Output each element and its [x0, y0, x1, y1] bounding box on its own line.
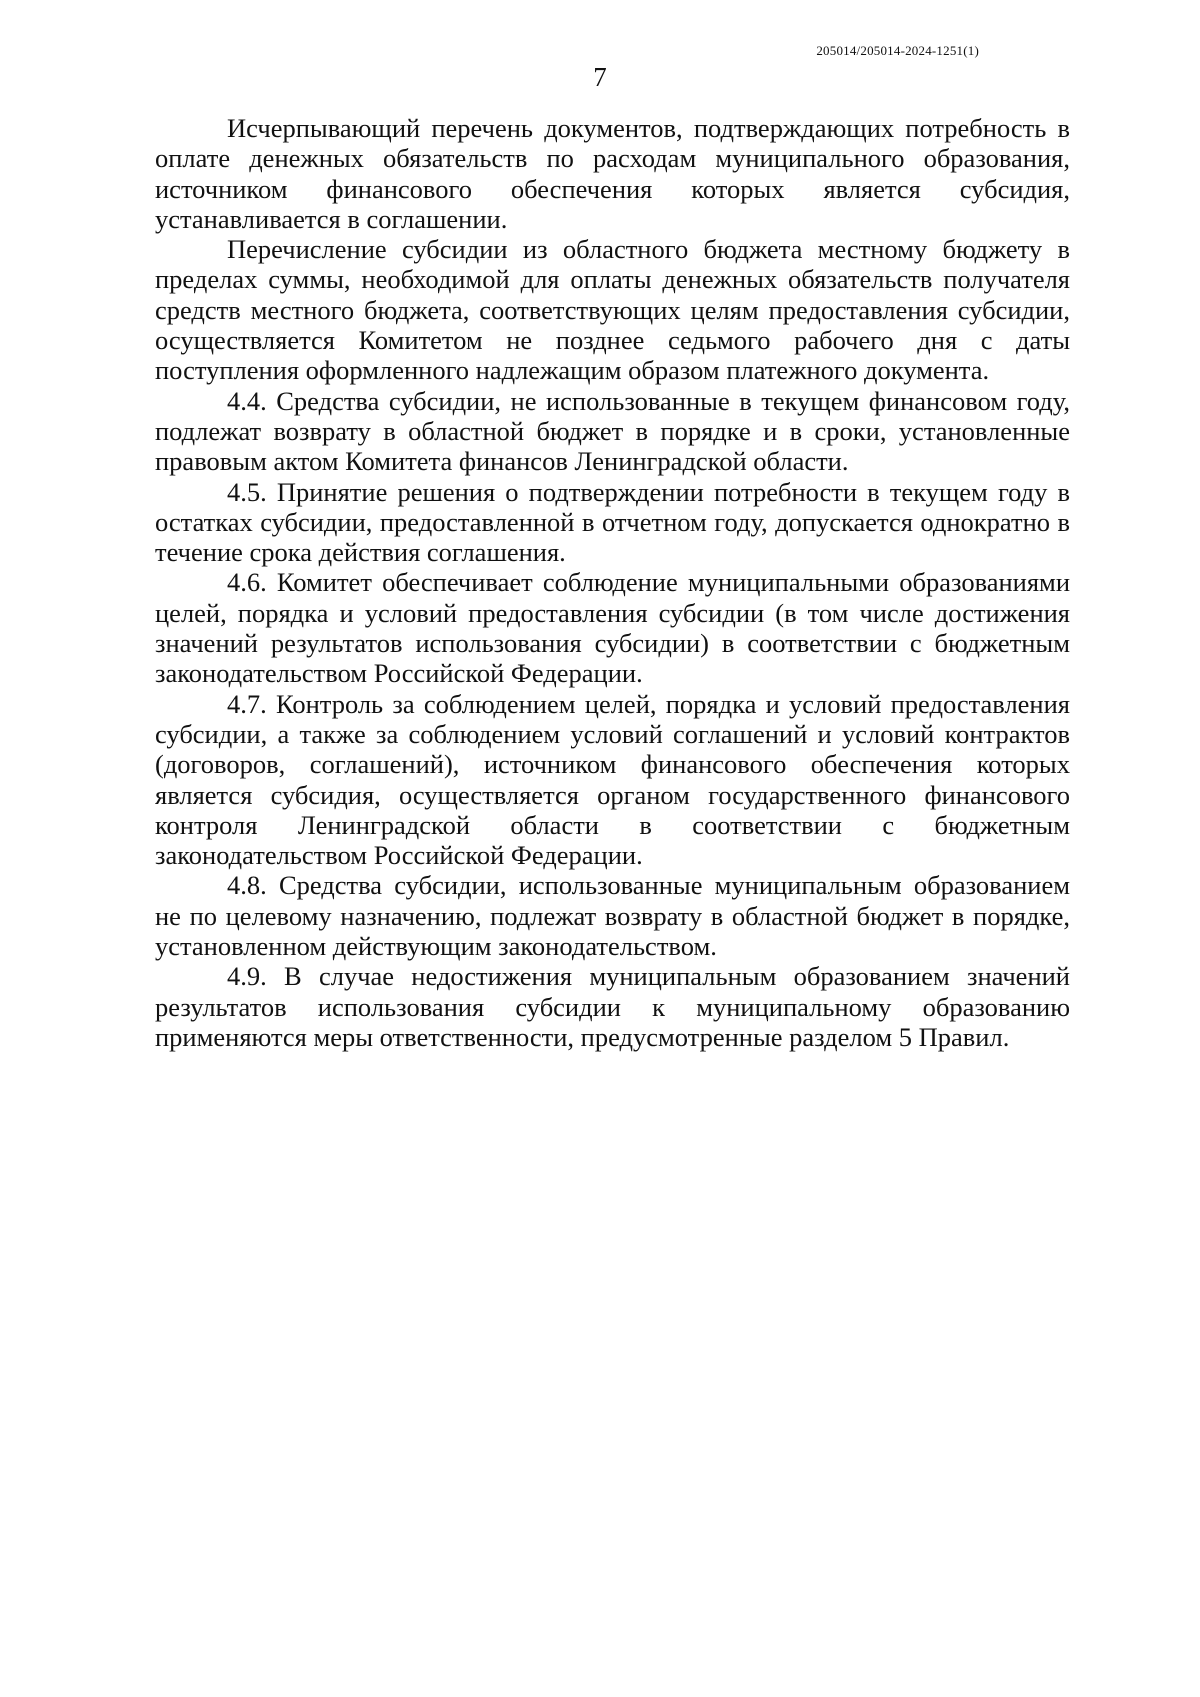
paragraph-documents-list: Исчерпывающий перечень документов, подтверждающих потребность в оплате денежных обязательств по расходам муниципального образования, источником финансового обеспечения которых является субсидия, устанавливается в соглашении.: [155, 113, 1070, 234]
document-body: [155, 113, 1070, 1052]
paragraph-4-7: 4.7. Контроль за соблюдением целей, порядка и условий предоставления субсидии, а также за соблюдением условий соглашений и условий контрактов (договоров, соглашений), источником финансового обеспечения которых является субсидия, осуществляется органом государственного финансового контроля Ленинградской области в соответствии с бюджетным законодательством Российской Федерации.: [155, 688, 1070, 871]
paragraph-4-9: 4.9. В случае недостижения муниципальным образованием значений результатов использования субсидии к муниципальному образованию применяются меры ответственности, предусмотренные разделом 5 Правил.: [155, 961, 1070, 1052]
document-registration-code: 205014/205014-2024-1251(1): [816, 43, 979, 58]
paragraph-4-4: 4.4. Средства субсидии, не использованные в текущем финансовом году, подлежат возврату в областной бюджет в порядке и в сроки, установленные правовым актом Комитета финансов Ленинградской области.: [155, 385, 1070, 477]
paragraph-subsidy-transfer: Перечисление субсидии из областного бюджета местному бюджету в пределах суммы, необходимой для оплаты денежных обязательств получателя средств местного бюджета, соответствующих целям предоставления субсидии, осуществляется Комитетом не позднее седьмого рабочего дня с даты поступления оформленного надлежащим образом платежного документа.: [155, 234, 1070, 386]
paragraph-4-5: 4.5. Принятие решения о подтверждении потребности в текущем году в остатках субсидии, предоставленной в отчетном году, допускается однократно в течение срока действия соглашения.: [155, 476, 1070, 568]
page-number: 7: [593, 62, 607, 92]
paragraph-4-6: 4.6. Комитет обеспечивает соблюдение муниципальными образованиями целей, порядка и условий предоставления субсидии (в том числе достижения значений результатов использования субсидии) в соответствии с бюджетным законодательством Российской Федерации.: [155, 567, 1070, 689]
paragraph-4-8: 4.8. Средства субсидии, использованные муниципальным образованием не по целевому назначению, подлежат возврату в областной бюджет в порядке, установленном действующим законодательством.: [155, 870, 1070, 962]
